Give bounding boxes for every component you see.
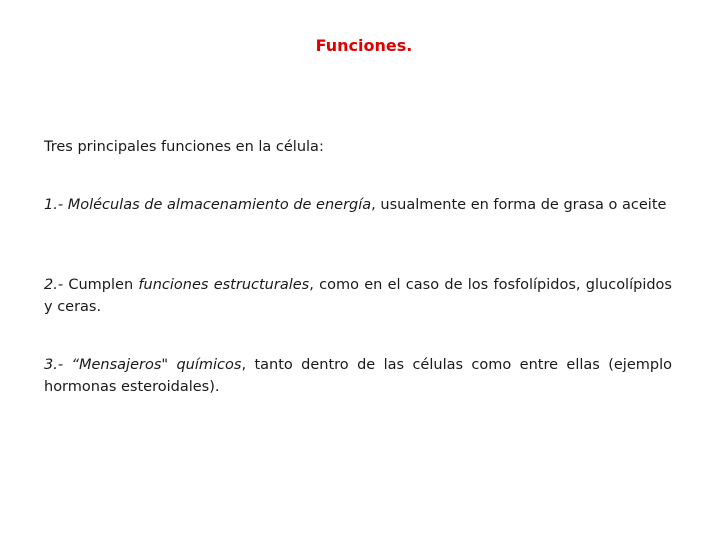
list-item-2-lead: Cumplen	[63, 277, 139, 293]
intro-text: Tres principales funciones en la célula:	[44, 139, 324, 155]
list-item-2-rest: , como en el caso de los fosfolípidos, glucolípidos y ceras.	[44, 277, 672, 315]
list-item-1-emphasis: Moléculas de almacenamiento de energía	[67, 197, 372, 213]
list-item-2	[44, 274, 672, 318]
list-item-3-rest: , tanto dentro de las células como entre ellas (ejemplo hormonas esteroidales).	[44, 357, 672, 395]
slide-title: Funciones.	[315, 36, 413, 55]
list-item-1-rest: , usualmente en forma de grasa o aceite	[371, 197, 667, 213]
list-item-2-emphasis: funciones estructurales	[138, 277, 310, 293]
list-item-3	[44, 354, 672, 398]
list-item-1	[44, 194, 672, 216]
list-item-3-emphasis: “Mensajeros" químicos	[71, 357, 242, 373]
list-item-1-number: 1.-	[44, 197, 64, 213]
list-item-3-number: 3.-	[44, 357, 64, 373]
list-item-2-number: 2.-	[44, 277, 64, 293]
